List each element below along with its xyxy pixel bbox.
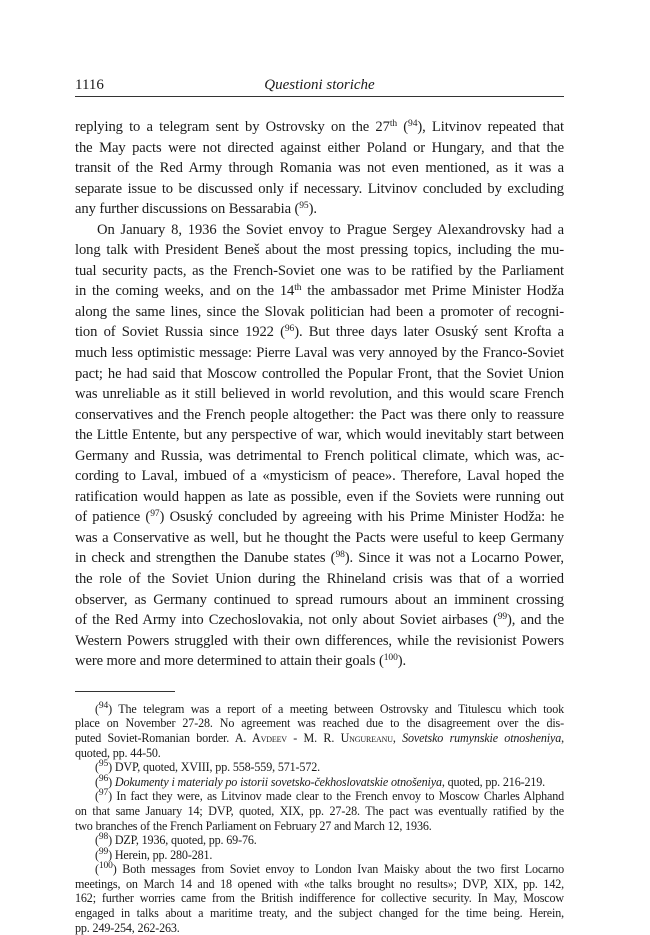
footnote-line: quoted, pp. 44-50.: [75, 745, 161, 760]
body-line: was a Conservative as well, but he thought the Pacts were useful to keep Germany: [75, 529, 564, 546]
page-header: [75, 76, 564, 97]
footnote-line: ($^{94}$) The telegram was a report of a meeting between Ostrovsky and Titulescu which took: [95, 700, 564, 716]
footnote-line: two branches of the French Parliament on February 27 and March 12, 1936.: [75, 818, 432, 833]
footnote-99: [75, 848, 564, 863]
body-line: along the same lines, since the Slovak politician had been a promoter of recogni-: [75, 303, 564, 320]
footnote-line: ($^{99}$) Herein, pp. 280-281.: [95, 846, 213, 862]
footnote-line: on that same January 14; DVP, quoted, XIX, pp. 27-28. The pact was eventually ratified by the: [75, 803, 564, 818]
body-text: [75, 117, 564, 672]
footnote-line: 162; further worries came from the British indifference for collective security. In May, Moscow: [75, 891, 564, 906]
footnotes: [75, 702, 564, 935]
body-line: tion of Soviet Russia since 1922 ($^{96}$). But three days later Osuský sent Krofta a: [75, 324, 564, 341]
footnote-line: ($^{95}$) DVP, quoted, XVIII, pp. 558-559, 571-572.: [95, 759, 320, 775]
body-line: long talk with President Beneš about the most pressing topics, including the mu-: [75, 242, 564, 259]
footnote-96: [75, 775, 564, 790]
body-line: pact; he had said that Moscow controlled the Popular Front, that the Soviet Union: [75, 365, 564, 382]
footnote-line: ($^{98}$) DZP, 1936, quoted, pp. 69-76.: [95, 832, 257, 848]
footnote-97: [75, 789, 564, 833]
footnote-95: [75, 760, 564, 775]
body-line: separate issue to be discussed only if necessary. Litvinov concluded by excluding: [75, 180, 564, 197]
body-line: the role of the Soviet Union during the Rhineland crisis was that of a worried: [75, 571, 564, 588]
footnote-line: meetings, on March 14 and 18 opened with «the talks brought no results»; DVP, XIX, pp. 142,: [75, 876, 564, 891]
body-line: were more and more determined to attain their goals ($^{100}$).: [75, 653, 407, 670]
footnote-line: ($^{96}$) Dokumenty i materialy po istorii sovetsko-čekhoslovatskie otnošeniya, quoted, pp. 216-219.: [95, 773, 546, 789]
body-line: much less optimistic message: Pierre Laval was very annoyed by the Franco-Soviet: [75, 345, 564, 362]
body-line: in the coming weeks, and on the 14th the ambassador met Prime Minister Hodža: [75, 283, 564, 300]
body-line: On January 8, 1936 the Soviet envoy to Prague Sergey Alexandrovsky had a: [97, 221, 564, 238]
body-line: Germany and Russia, was detrimental to French political climate, which was, ac-: [75, 447, 564, 464]
footnote-line: ($^{100}$) Both messages from Soviet envoy to London Ivan Maisky about the two first Locarno: [95, 861, 564, 877]
body-line: tual security pacts, as the French-Soviet one was to be ratified by the Parliament: [75, 262, 564, 279]
page-number: 1116: [75, 77, 104, 93]
footnote-rule: [75, 691, 175, 692]
body-line: conservatives and the French people altogether: the Pact was there only to reassure: [75, 406, 564, 423]
body-line: ratification would happen as late as possible, even if the Soviets were running out: [75, 488, 564, 505]
body-line: the Little Entente, but any perspective of war, which would inevitably start between: [75, 427, 564, 444]
body-line: in check and strengthen the Danube states ($^{98}$). Since it was not a Locarno Power,: [75, 550, 564, 567]
running-head: Questioni storiche: [264, 77, 375, 93]
footnote-98: [75, 833, 564, 848]
footnote-line: puted Soviet-Romanian border. A. Avdeev - M. R. Ungureanu, Sovetsko rumynskie otnosheniya,: [75, 730, 564, 745]
footnote-line: pp. 249-254, 262-263.: [75, 920, 180, 935]
body-line: cording to Laval, imbued of a «mysticism of peace». Therefore, Laval hoped the: [75, 468, 564, 485]
paragraph-2: [75, 220, 564, 672]
body-line: of patience ($^{97}$) Osuský concluded by agreeing with his Prime Minister Hodža: he: [75, 509, 564, 526]
footnote-94: [75, 702, 564, 760]
body-line: was unreliable as it still believed in world revolution, and this would scare French: [75, 386, 564, 403]
footnote-line: engaged in talks about a maritime treaty, and the subject changed for the time being. Herein,: [75, 906, 564, 921]
footnote-line: place on November 27-28. No agreement was reached due to the disagreement over the dis-: [75, 716, 564, 731]
body-line: any further discussions on Bessarabia ($^{95}$).: [75, 201, 317, 218]
body-line: of the Red Army into Czechoslovakia, not only about Soviet airbases ($^{99}$), and the: [75, 612, 564, 629]
body-line: Western Powers struggled with their own differences, while the revisionist Powers: [75, 632, 564, 649]
body-line: the May pacts were not directed against either Poland or Hungary, and that the: [75, 139, 564, 156]
body-line: replying to a telegram sent by Ostrovsky on the 27th ($^{94}$), Litvinov repeated that: [75, 119, 564, 135]
paragraph-1: [75, 117, 564, 220]
footnote-line: ($^{97}$) In fact they were, as Litvinov made clear to the French envoy to Moscow Charles Alphand: [95, 788, 564, 804]
footnote-100: [75, 862, 564, 935]
page: [75, 76, 564, 935]
body-line: transit of the Red Army through Romania was not even mentioned, as it was a: [75, 160, 564, 177]
body-line: observer, as Germany continued to spread rumours about an imminent crossing: [75, 591, 564, 608]
